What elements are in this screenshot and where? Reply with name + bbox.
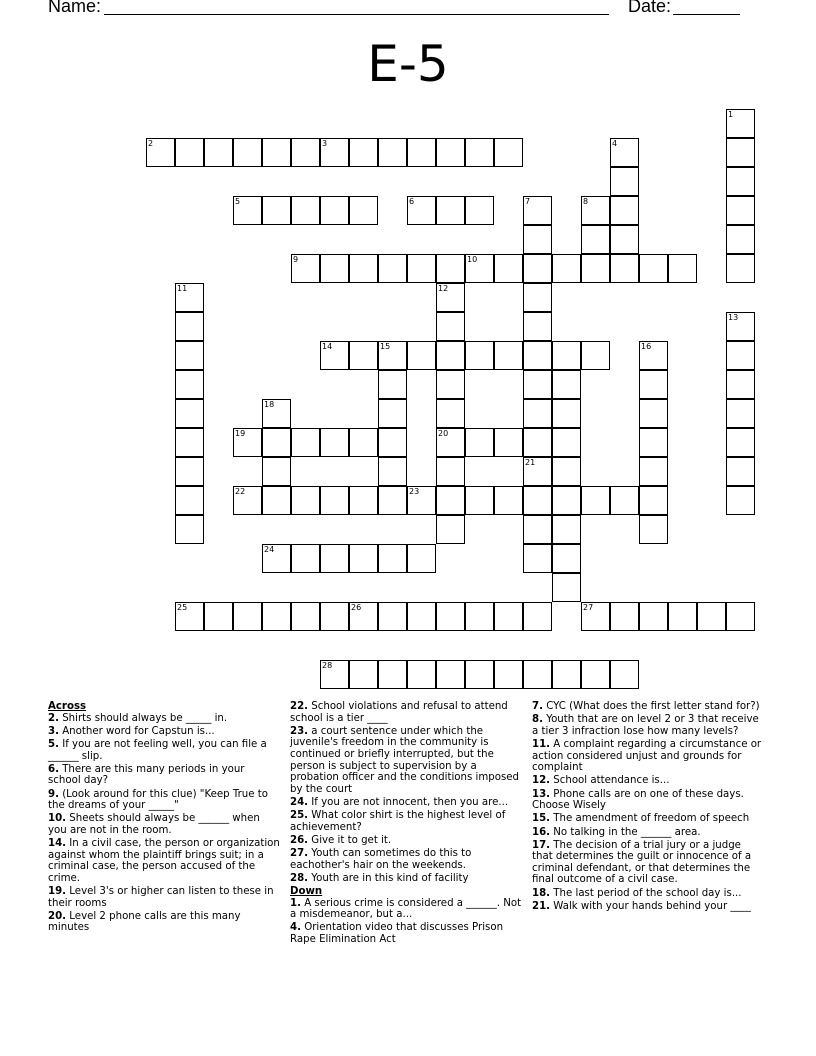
grid-cell[interactable] (581, 225, 610, 254)
grid-cell[interactable] (639, 515, 668, 544)
clue-item (48, 813, 280, 836)
grid-cell[interactable] (378, 602, 407, 631)
grid-cell[interactable] (610, 167, 639, 196)
grid-cell[interactable] (407, 196, 436, 225)
clue-number-label: 19. (48, 886, 67, 898)
clue-text: A serious crime is considered a ______. Not a misdemeanor, but a... (290, 897, 522, 921)
clue-text: If you are not innocent, then you are... (308, 796, 509, 808)
grid-cell[interactable] (378, 341, 407, 370)
clue-text: Shirts should always be _____ in. (58, 712, 228, 724)
clue-text: (Look around for this clue) "Keep True to the dreams of your _____" (48, 788, 268, 812)
grid-cell[interactable] (523, 515, 552, 544)
grid-cell[interactable] (175, 457, 204, 486)
clue-number: 20 (438, 429, 449, 438)
grid-cell[interactable] (175, 428, 204, 457)
clue-item (290, 797, 526, 809)
clue-item (532, 827, 762, 839)
grid-cell[interactable] (436, 312, 465, 341)
clue-number-label: 6. (48, 763, 59, 775)
clue-number-label: 11. (532, 738, 551, 750)
grid-cell[interactable] (349, 602, 378, 631)
grid-cell[interactable] (494, 486, 523, 515)
clue-text: Orientation video that discusses Prison Rape Elimination Act (290, 922, 504, 946)
grid-cell[interactable] (436, 660, 465, 689)
grid-cell[interactable] (175, 341, 204, 370)
grid-cell[interactable] (291, 602, 320, 631)
clue-item (290, 726, 526, 796)
clue-item (532, 813, 762, 825)
grid-cell[interactable] (523, 660, 552, 689)
grid-cell[interactable] (378, 544, 407, 573)
grid-cell[interactable] (523, 312, 552, 341)
grid-cell[interactable] (465, 660, 494, 689)
clues-column-1 (48, 701, 280, 936)
clue-number: 18 (264, 400, 275, 409)
clue-number-label: 14. (48, 838, 67, 850)
grid-cell[interactable] (175, 602, 204, 631)
clue-item (532, 775, 762, 787)
clue-number-label: 15. (532, 813, 551, 825)
grid-cell[interactable] (581, 196, 610, 225)
across-heading: Across (48, 701, 87, 712)
grid-cell[interactable] (552, 486, 581, 515)
grid-cell[interactable] (407, 341, 436, 370)
grid-cell[interactable] (668, 602, 697, 631)
grid-cell[interactable] (436, 341, 465, 370)
grid-cell[interactable] (465, 341, 494, 370)
grid-cell[interactable] (523, 196, 552, 225)
clue-text: There are this many periods in your school day? (48, 763, 245, 787)
grid-cell[interactable] (581, 341, 610, 370)
grid-cell[interactable] (726, 341, 755, 370)
grid-cell[interactable] (494, 428, 523, 457)
clue-item (48, 838, 280, 884)
grid-cell[interactable] (726, 486, 755, 515)
grid-cell[interactable] (262, 196, 291, 225)
grid-cell[interactable] (494, 254, 523, 283)
clues-column-3 (532, 701, 762, 914)
clue-item (532, 888, 762, 900)
grid-cell[interactable] (436, 399, 465, 428)
grid-cell[interactable] (175, 283, 204, 312)
grid-cell[interactable] (726, 196, 755, 225)
grid-cell[interactable] (233, 602, 262, 631)
clue-number: 15 (380, 342, 391, 351)
grid-cell[interactable] (465, 254, 494, 283)
grid-cell[interactable] (320, 602, 349, 631)
grid-cell[interactable] (233, 138, 262, 167)
clue-number-label: 10. (48, 813, 67, 825)
clue-number-label: 28. (290, 872, 309, 884)
clue-number: 13 (728, 313, 739, 322)
grid-cell[interactable] (610, 486, 639, 515)
grid-cell[interactable] (523, 428, 552, 457)
grid-cell[interactable] (175, 515, 204, 544)
grid-cell[interactable] (581, 486, 610, 515)
down-heading: Down (290, 886, 323, 898)
clue-item (290, 848, 526, 871)
clue-number-label: 9. (48, 788, 59, 800)
clue-item (532, 739, 762, 774)
clue-item (290, 898, 526, 921)
grid-cell[interactable] (552, 660, 581, 689)
grid-cell[interactable] (639, 457, 668, 486)
clue-number-label: 16. (532, 826, 551, 838)
clue-number-label: 17. (532, 839, 551, 851)
clue-number-label: 3. (48, 725, 59, 737)
clue-item (290, 835, 526, 847)
grid-cell[interactable] (726, 167, 755, 196)
grid-cell[interactable] (436, 515, 465, 544)
clue-item (48, 713, 280, 725)
grid-cell[interactable] (233, 196, 262, 225)
grid-cell[interactable] (378, 428, 407, 457)
grid-cell[interactable] (320, 254, 349, 283)
grid-cell[interactable] (552, 428, 581, 457)
grid-cell[interactable] (726, 109, 755, 138)
clue-number-label: 24. (290, 796, 309, 808)
clue-number: 27 (583, 603, 594, 612)
grid-cell[interactable] (349, 544, 378, 573)
grid-cell[interactable] (233, 486, 262, 515)
grid-cell[interactable] (291, 196, 320, 225)
grid-cell[interactable] (552, 370, 581, 399)
clue-item (290, 810, 526, 833)
grid-cell[interactable] (726, 138, 755, 167)
grid-cell[interactable] (436, 196, 465, 225)
grid-cell[interactable] (291, 544, 320, 573)
grid-cell[interactable] (552, 254, 581, 283)
grid-cell[interactable] (523, 225, 552, 254)
clue-number-label: 22. (290, 701, 309, 712)
grid-cell[interactable] (436, 457, 465, 486)
clue-number: 11 (177, 284, 188, 293)
grid-cell[interactable] (465, 428, 494, 457)
grid-cell[interactable] (436, 254, 465, 283)
clue-number-label: 18. (532, 887, 551, 899)
grid-cell[interactable] (610, 138, 639, 167)
clue-number: 12 (438, 284, 449, 293)
name-label: Name: (48, 0, 102, 16)
grid-cell[interactable] (523, 370, 552, 399)
grid-cell[interactable] (581, 254, 610, 283)
grid-cell[interactable] (204, 138, 233, 167)
clue-number: 9 (293, 255, 299, 264)
grid-cell[interactable] (349, 660, 378, 689)
across-clue-list-continued (290, 701, 526, 884)
clue-number-label: 2. (48, 712, 59, 724)
grid-cell[interactable] (523, 399, 552, 428)
grid-cell[interactable] (262, 399, 291, 428)
grid-cell[interactable] (378, 399, 407, 428)
clue-text: What color shirt is the highest level of achievement? (290, 810, 506, 833)
grid-cell[interactable] (349, 196, 378, 225)
clue-number: 21 (525, 458, 536, 467)
grid-cell[interactable] (436, 138, 465, 167)
clue-number-label: 26. (290, 834, 309, 846)
clue-number: 7 (525, 197, 531, 206)
grid-cell[interactable] (465, 602, 494, 631)
clue-text: Youth that are on level 2 or 3 that receive a tier 3 infraction lose how many levels? (532, 714, 759, 737)
grid-cell[interactable] (639, 370, 668, 399)
grid-cell[interactable] (523, 254, 552, 283)
grid-cell[interactable] (436, 370, 465, 399)
down-clue-list-continued (532, 701, 762, 912)
grid-cell[interactable] (465, 138, 494, 167)
grid-cell[interactable] (204, 602, 233, 631)
clue-number: 16 (641, 342, 652, 351)
grid-cell[interactable] (610, 602, 639, 631)
grid-cell[interactable] (262, 457, 291, 486)
grid-cell[interactable] (378, 138, 407, 167)
clue-item (532, 901, 762, 913)
grid-cell[interactable] (523, 283, 552, 312)
grid-cell[interactable] (552, 573, 581, 602)
down-clue-list (290, 898, 526, 946)
clue-item (532, 789, 762, 812)
grid-cell[interactable] (552, 457, 581, 486)
clue-number: 22 (235, 487, 246, 496)
grid-cell[interactable] (726, 399, 755, 428)
grid-cell[interactable] (349, 138, 378, 167)
grid-cell[interactable] (378, 486, 407, 515)
grid-cell[interactable] (668, 254, 697, 283)
grid-cell[interactable] (523, 602, 552, 631)
clue-text: CYC (What does the first letter stand for?) (542, 701, 760, 712)
clue-number-label: 25. (290, 810, 309, 822)
clue-item (48, 726, 280, 738)
grid-cell[interactable] (726, 457, 755, 486)
clue-text: Youth are in this kind of facility (308, 872, 469, 884)
grid-cell[interactable] (407, 660, 436, 689)
grid-cell[interactable] (262, 138, 291, 167)
grid-cell[interactable] (552, 515, 581, 544)
grid-cell[interactable] (320, 660, 349, 689)
grid-cell[interactable] (639, 428, 668, 457)
clue-item (48, 789, 280, 812)
clue-text: Walk with your hands behind your ____ (550, 900, 751, 912)
clue-number-label: 20. (48, 910, 67, 922)
clue-text: School violations and refusal to attend school is a tier ____ (290, 701, 508, 724)
grid-cell[interactable] (378, 254, 407, 283)
grid-cell[interactable] (378, 660, 407, 689)
clue-number: 14 (322, 342, 333, 351)
clue-number: 5 (235, 197, 241, 206)
grid-cell[interactable] (175, 370, 204, 399)
grid-cell[interactable] (407, 486, 436, 515)
grid-cell[interactable] (233, 428, 262, 457)
clue-number: 19 (235, 429, 246, 438)
grid-cell[interactable] (320, 138, 349, 167)
grid-cell[interactable] (494, 138, 523, 167)
grid-cell[interactable] (726, 225, 755, 254)
clue-number: 6 (409, 197, 415, 206)
grid-cell[interactable] (610, 660, 639, 689)
grid-cell[interactable] (378, 370, 407, 399)
grid-cell[interactable] (639, 399, 668, 428)
clue-item (48, 886, 280, 909)
clue-item (532, 701, 762, 713)
grid-cell[interactable] (726, 254, 755, 283)
clue-text: A complaint regarding a circumstance or action considered unjust and grounds for complaint (532, 738, 762, 774)
clue-number: 10 (467, 255, 478, 264)
clue-number-label: 5. (48, 738, 59, 750)
grid-cell[interactable] (175, 138, 204, 167)
clue-item (290, 873, 526, 885)
clues-column-2 (290, 701, 526, 947)
grid-cell[interactable] (349, 254, 378, 283)
grid-cell[interactable] (262, 428, 291, 457)
clue-text: If you are not feeling well, you can file a ______ slip. (48, 738, 267, 762)
grid-cell[interactable] (262, 602, 291, 631)
grid-cell[interactable] (407, 254, 436, 283)
clue-text: a court sentence under which the juvenile's freedom in the community is continued or briefly interrupted, but the person is subject to supervision by a probation officer and the conditions imposed by the court (290, 725, 520, 795)
grid-cell[interactable] (726, 312, 755, 341)
clue-text: Level 2 phone calls are this many minutes (48, 910, 241, 934)
grid-cell[interactable] (523, 341, 552, 370)
clue-text: Give it to get it. (308, 834, 392, 846)
grid-cell[interactable] (639, 254, 668, 283)
grid-cell[interactable] (407, 602, 436, 631)
clue-number: 2 (148, 139, 154, 148)
clue-text: Level 3's or higher can listen to these in their rooms (48, 886, 274, 909)
clue-text: The decision of a trial jury or a judge that determines the guilt or innocence of a criminal defendant, or that determines the final outcome of a civil case. (532, 839, 752, 886)
grid-cell[interactable] (552, 341, 581, 370)
grid-cell[interactable] (436, 428, 465, 457)
clue-text: The amendment of freedom of speech (550, 813, 750, 825)
across-clue-list (48, 713, 280, 934)
clue-number: 3 (322, 139, 328, 148)
clue-text: Youth can sometimes do this to eachother's hair on the weekends. (290, 848, 472, 871)
grid-cell[interactable] (697, 602, 726, 631)
grid-cell[interactable] (320, 196, 349, 225)
clue-number: 24 (264, 545, 275, 554)
clue-number: 4 (612, 139, 618, 148)
clue-number: 28 (322, 661, 333, 670)
clue-number: 25 (177, 603, 188, 612)
grid-cell[interactable] (726, 370, 755, 399)
clue-number-label: 13. (532, 788, 551, 800)
grid-cell[interactable] (523, 486, 552, 515)
clue-item (532, 840, 762, 886)
grid-cell[interactable] (291, 428, 320, 457)
clue-item (290, 701, 526, 724)
grid-cell[interactable] (349, 341, 378, 370)
grid-cell[interactable] (465, 196, 494, 225)
clue-number-label: 27. (290, 848, 309, 860)
grid-cell[interactable] (581, 602, 610, 631)
clue-text: Sheets should always be ______ when you are not in the room. (48, 813, 260, 836)
grid-cell[interactable] (436, 486, 465, 515)
clue-text: No talking in the ______ area. (550, 826, 701, 838)
grid-cell[interactable] (407, 544, 436, 573)
clue-item (290, 922, 526, 945)
clue-item (48, 739, 280, 762)
grid-cell[interactable] (320, 486, 349, 515)
grid-cell[interactable] (175, 399, 204, 428)
grid-cell[interactable] (291, 254, 320, 283)
grid-cell[interactable] (320, 341, 349, 370)
clue-number-label: 1. (290, 897, 301, 909)
clue-text: In a civil case, the person or organization against whom the plaintiff brings suit; in a criminal case, the person accused of the crime. (48, 838, 280, 884)
grid-cell[interactable] (726, 428, 755, 457)
clue-item (48, 764, 280, 787)
grid-cell[interactable] (146, 138, 175, 167)
grid-cell[interactable] (726, 602, 755, 631)
clue-text: Phone calls are on one of these days. Choose Wisely (532, 788, 744, 812)
grid-cell[interactable] (610, 225, 639, 254)
clue-number-label: 12. (532, 775, 551, 787)
grid-cell[interactable] (494, 660, 523, 689)
grid-cell[interactable] (523, 457, 552, 486)
clue-text: Another word for Capstun is... (58, 725, 215, 737)
grid-cell[interactable] (262, 486, 291, 515)
grid-cell[interactable] (291, 486, 320, 515)
grid-cell[interactable] (436, 283, 465, 312)
clue-number-label: 23. (290, 725, 309, 737)
clue-number-label: 7. (532, 701, 543, 712)
clue-number: 8 (583, 197, 589, 206)
clue-number-label: 8. (532, 714, 543, 726)
grid-cell[interactable] (262, 544, 291, 573)
grid-cell[interactable] (494, 341, 523, 370)
puzzle-title: E-5 (367, 35, 449, 93)
grid-cell[interactable] (552, 399, 581, 428)
grid-cell[interactable] (581, 660, 610, 689)
clue-text: School attendance is... (550, 775, 670, 787)
grid-cell[interactable] (523, 544, 552, 573)
grid-cell[interactable] (320, 544, 349, 573)
grid-cell[interactable] (378, 457, 407, 486)
grid-cell[interactable] (436, 602, 465, 631)
clue-text: The last period of the school day is... (550, 887, 742, 899)
grid-cell[interactable] (349, 486, 378, 515)
grid-cell[interactable] (465, 486, 494, 515)
grid-cell[interactable] (175, 486, 204, 515)
grid-cell[interactable] (349, 428, 378, 457)
grid-cell[interactable] (610, 254, 639, 283)
date-label: Date: (628, 0, 672, 16)
clue-item (532, 714, 762, 737)
grid-cell[interactable] (291, 138, 320, 167)
grid-cell[interactable] (320, 428, 349, 457)
clue-number: 23 (409, 487, 420, 496)
grid-cell[interactable] (639, 602, 668, 631)
clue-number-label: 4. (290, 922, 301, 934)
clue-number: 1 (728, 110, 734, 119)
grid-cell[interactable] (552, 544, 581, 573)
grid-cell[interactable] (407, 138, 436, 167)
grid-cell[interactable] (639, 341, 668, 370)
grid-cell[interactable] (494, 602, 523, 631)
grid-cell[interactable] (639, 486, 668, 515)
grid-cell[interactable] (175, 312, 204, 341)
clue-number-label: 21. (532, 900, 551, 912)
clue-item (48, 911, 280, 934)
clue-number: 26 (351, 603, 362, 612)
grid-cell[interactable] (610, 196, 639, 225)
